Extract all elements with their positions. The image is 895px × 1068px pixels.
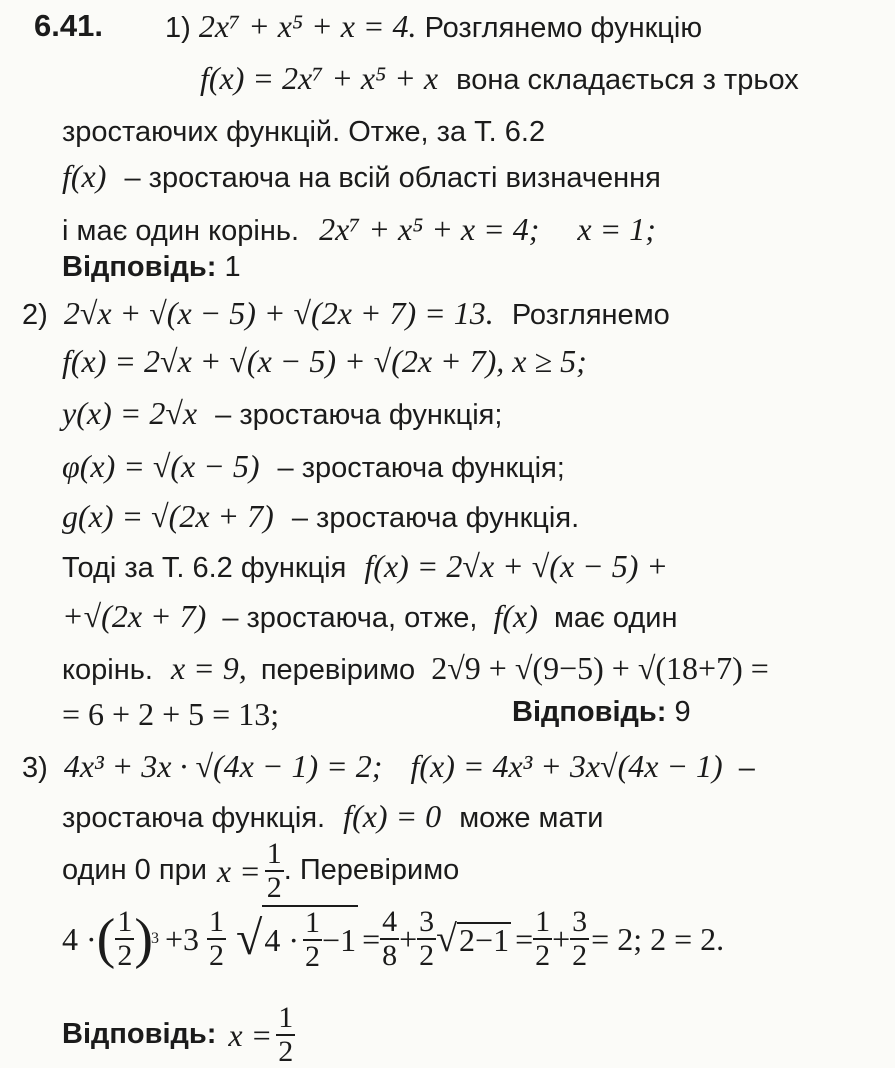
- plus: +: [399, 920, 418, 957]
- part2-f-definition: f(x) = 2√x + √(x − 5) + √(2x + 7), x ≥ 5;: [62, 343, 587, 379]
- fraction-three-halves: [417, 906, 436, 971]
- part3-check-line: [62, 905, 724, 972]
- part2-root-text: корінь.: [62, 654, 153, 686]
- fraction-denominator: 2: [535, 938, 551, 972]
- fraction-one-half: [533, 906, 552, 971]
- part1-eq-repeat: 2x⁷ + x⁵ + x = 4;: [319, 211, 540, 247]
- part3-line3-x: x =: [216, 852, 261, 889]
- radicand: 2−1: [459, 921, 510, 958]
- part2-root-line: [62, 652, 769, 685]
- check-sqrt-four: 4 ·: [264, 921, 300, 958]
- answer-x: x =: [228, 1016, 273, 1053]
- part2-answer: [512, 698, 691, 727]
- answer-label: Відповідь:: [62, 251, 217, 283]
- answer-value: 1: [224, 251, 241, 283]
- fraction-numerator: 1: [117, 905, 133, 938]
- problem-number: 6.41.: [34, 8, 103, 43]
- part1-f: f(x): [62, 158, 107, 194]
- fraction-numerator: 1: [535, 905, 551, 938]
- part2-phi-text: – зростаюча функція;: [277, 452, 565, 484]
- part2-root-val: x = 9,: [170, 650, 247, 686]
- final-result: = 2; 2 = 2.: [591, 920, 725, 957]
- equals: =: [362, 920, 381, 957]
- part2-g-line: [62, 500, 579, 533]
- fraction-denominator: 2: [305, 939, 321, 973]
- left-paren: (: [96, 907, 116, 970]
- part3-line3: [62, 838, 459, 903]
- part3-dash: –: [738, 752, 755, 784]
- check-four: 4 ·: [62, 920, 97, 957]
- part2-phi-def: φ(x) = √(x − 5): [62, 448, 260, 484]
- part2-y-text: – зростаюча функція;: [215, 399, 503, 431]
- fraction-numerator: 1: [266, 837, 282, 870]
- part1-statement: [165, 10, 702, 43]
- plus: +: [552, 920, 571, 957]
- answer-label: Відповідь:: [512, 696, 667, 728]
- part2-y-def: y(x) = 2√x: [62, 395, 198, 431]
- part3-line2: [62, 800, 603, 833]
- part2-cont-f2: f(x): [493, 598, 538, 634]
- fraction-denominator: 2: [278, 1034, 294, 1068]
- check-plus-three: +3: [164, 920, 200, 957]
- part2-cont-f: +√(2x + 7): [62, 598, 207, 634]
- fraction-denominator: 2: [266, 870, 282, 904]
- answer-label: Відповідь:: [62, 1018, 217, 1050]
- part1-solution: x = 1;: [577, 211, 656, 247]
- fraction-numerator: 3: [419, 905, 435, 938]
- part2-statement: [22, 297, 670, 330]
- part2-then-line: [62, 550, 668, 583]
- part1-intro: Розглянемо функцію: [424, 12, 703, 44]
- part1-line4: [62, 160, 661, 193]
- part2-g-def: g(x) = √(2x + 7): [62, 498, 274, 534]
- part3-equation: 4x³ + 3x · √(4x − 1) = 2;: [63, 748, 383, 784]
- fraction-three-halves: [570, 906, 589, 971]
- part1-equation: 2x⁷ + x⁵ + x = 4.: [198, 8, 417, 44]
- part1-label: 1): [165, 12, 191, 44]
- fraction-denominator: 2: [117, 938, 133, 972]
- fraction-denominator: 2: [419, 938, 435, 972]
- part3-line2-text: зростаюча функція.: [62, 802, 326, 834]
- part1-function-line: [200, 62, 799, 95]
- fraction-numerator: 3: [572, 905, 588, 938]
- part1-function: f(x) = 2x⁷ + x⁵ + x: [200, 60, 439, 96]
- part2-g-text: – зростаюча функція.: [291, 502, 580, 534]
- cube-exponent: 3: [150, 929, 159, 947]
- part1-one-root: і має один корінь.: [62, 215, 299, 247]
- part2-y-line: [62, 397, 502, 430]
- right-paren: ): [134, 907, 153, 970]
- part1-answer: [62, 253, 241, 282]
- answer-value: 9: [674, 696, 691, 728]
- part1-line3: зростаючих функцій. Отже, за Т. 6.2: [62, 116, 546, 148]
- radicand: [262, 905, 358, 972]
- part2-cont-text: – зростаюча, отже,: [222, 602, 478, 634]
- part3-line2-text2: може мати: [459, 802, 604, 834]
- fraction-numerator: 4: [382, 905, 398, 938]
- part1-increasing-text: – зростаюча на всій області визначення: [124, 162, 661, 194]
- part3-line2-f: f(x) = 0: [343, 798, 442, 834]
- sqrt-sign: √: [436, 917, 458, 960]
- part3-check-text: . Перевіримо: [283, 854, 460, 886]
- check-minus-one: −1: [322, 921, 357, 958]
- fraction-one-half: [303, 907, 322, 972]
- fraction-numerator: 1: [305, 906, 321, 939]
- fraction-denominator: 2: [209, 938, 225, 972]
- part2-equation: 2√x + √(x − 5) + √(2x + 7) = 13.: [63, 295, 494, 331]
- part2-then-f: f(x) = 2√x + √(x − 5) +: [364, 548, 669, 584]
- fraction-one-half: [207, 906, 226, 971]
- fraction-one-half: [265, 838, 284, 903]
- fraction-numerator: 1: [209, 905, 225, 938]
- part2-then-text: Тоді за Т. 6.2 функція: [62, 552, 347, 584]
- part3-label: 3): [22, 752, 48, 784]
- part3-line3-text: один 0 при: [62, 854, 207, 886]
- part3-f-def: f(x) = 4x³ + 3x√(4x − 1): [410, 748, 723, 784]
- part1-function-desc: вона складається з трьох: [456, 64, 799, 96]
- fraction-denominator: 2: [572, 938, 588, 972]
- part2-intro: Розглянемо: [511, 299, 670, 331]
- part3-answer: [62, 1002, 295, 1067]
- part2-check-expr: 2√9 + √(9−5) + √(18+7) =: [431, 650, 769, 686]
- part2-cont-text2: має один: [553, 602, 678, 634]
- equals: =: [515, 920, 534, 957]
- fraction-one-half: [276, 1002, 295, 1067]
- part3-statement: [22, 750, 755, 783]
- part2-cont-line: [62, 600, 678, 633]
- part2-check-text: перевіримо: [260, 654, 416, 686]
- part2-check-result: = 6 + 2 + 5 = 13;: [62, 696, 280, 732]
- fraction-four-eighths: [380, 906, 399, 971]
- part2-phi-line: [62, 450, 565, 483]
- sqrt-sign: √: [236, 911, 263, 965]
- part1-line5: [62, 213, 656, 246]
- fraction-one-half: [115, 906, 134, 971]
- fraction-denominator: 8: [382, 938, 398, 972]
- fraction-numerator: 1: [278, 1001, 294, 1034]
- part2-label: 2): [22, 299, 48, 331]
